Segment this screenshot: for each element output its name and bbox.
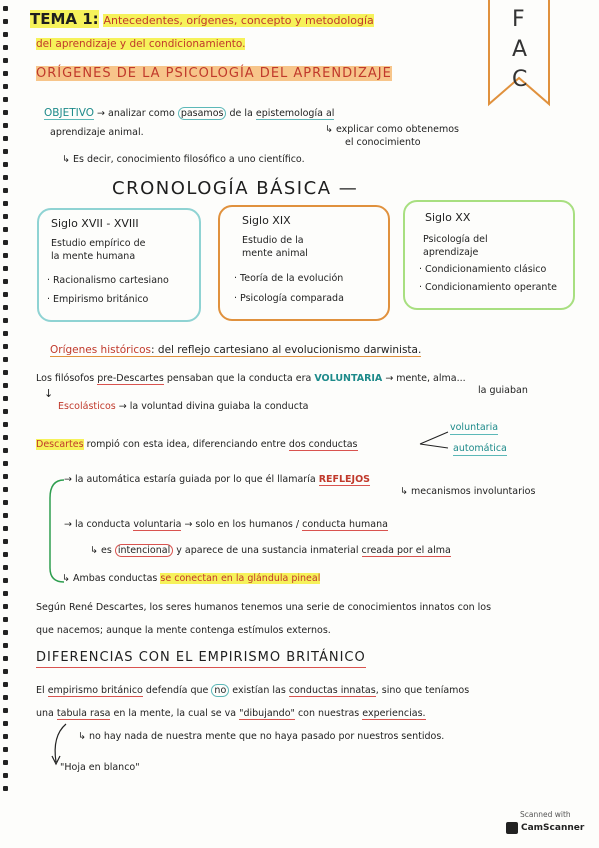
- text: con nuestras: [297, 708, 360, 719]
- paragraph-descartes-1: Según René Descartes, los seres humanos tenemos una serie de conocimientos innatos con los: [36, 602, 492, 613]
- pre-descartes: pre-Descartes: [97, 373, 164, 384]
- spiral-hole: [3, 656, 8, 661]
- box-line: la mente humana: [51, 251, 136, 262]
- origenes-heading-b: : del reflejo cartesiano al evolucionismo darwinista.: [151, 344, 422, 356]
- spiral-hole: [3, 747, 8, 752]
- spiral-hole: [3, 45, 8, 50]
- branch-arrows: [418, 428, 452, 452]
- spiral-hole: [3, 305, 8, 310]
- spiral-hole: [3, 448, 8, 453]
- box-title: Siglo XVII - XVIII: [51, 217, 139, 230]
- text: , sino que teníamos: [375, 685, 470, 696]
- spiral-hole: [3, 539, 8, 544]
- spiral-hole: [3, 435, 8, 440]
- spiral-hole: [3, 643, 8, 648]
- box-siglo-xx: [403, 200, 575, 310]
- bookmark-letter-c: C: [512, 67, 528, 92]
- title-topic: Antecedentes, orígenes, concepto y metodología: [103, 14, 374, 27]
- box-line: · Teoría de la evolución: [234, 273, 344, 284]
- spiral-hole: [3, 604, 8, 609]
- spiral-hole: [3, 84, 8, 89]
- box-line: · Racionalismo cartesiano: [47, 275, 169, 286]
- spiral-hole: [3, 617, 8, 622]
- spiral-hole: [3, 110, 8, 115]
- box-line: mente animal: [242, 248, 308, 259]
- creada-por-el-alma: creada por el alma: [361, 545, 451, 556]
- spiral-hole: [3, 136, 8, 141]
- experiencias: experiencias.: [362, 708, 426, 719]
- box-line: · Psicología comparada: [234, 293, 344, 304]
- spiral-hole: [3, 188, 8, 193]
- glandula-pineal: se conectan en la glándula pineal: [160, 573, 321, 584]
- text: y aparece de una sustancia inmaterial: [176, 545, 359, 556]
- title-tema: TEMA 1:: [30, 10, 99, 28]
- text: El: [36, 685, 45, 696]
- spiral-hole: [3, 253, 8, 258]
- spiral-hole: [3, 6, 8, 11]
- item-ambas: [62, 573, 320, 585]
- spiral-hole: [3, 370, 8, 375]
- camscanner-watermark: [502, 808, 592, 840]
- spiral-hole: [3, 383, 8, 388]
- arrow-down-icon: ↓: [44, 387, 54, 400]
- objetivo-side2: el conocimiento: [345, 137, 421, 148]
- title-line2: [36, 38, 245, 50]
- no: no: [211, 684, 229, 697]
- camscanner-logo-icon: [506, 822, 518, 834]
- objetivo-side1: ↳ explicar como obtenemos: [325, 124, 459, 135]
- bookmark-letter-f: F: [512, 7, 525, 32]
- spiral-hole: [3, 227, 8, 232]
- text: → la automática estaría guiada por lo que él llamaría: [64, 474, 316, 485]
- escolasticos: Escolásticos: [58, 401, 116, 412]
- box-siglo-xvii-xviii: [37, 208, 201, 322]
- section-heading-text: DIFERENCIAS CON EL EMPIRISMO BRITÁNICO: [36, 650, 366, 668]
- spiral-hole: [3, 58, 8, 63]
- text: → la voluntad divina guiaba la conducta: [118, 401, 309, 412]
- descartes-line: [36, 439, 358, 451]
- spiral-hole: [3, 630, 8, 635]
- objetivo-text-b: de la: [229, 108, 253, 119]
- bookmark-letter-a: A: [512, 37, 528, 62]
- scanner-line2: CamScanner: [521, 823, 585, 833]
- box-title: Siglo XX: [425, 211, 471, 224]
- conducta-automatica: automática: [453, 443, 507, 454]
- spiral-hole: [3, 162, 8, 167]
- mecanismos-involuntarios: ↳ mecanismos involuntarios: [400, 486, 536, 497]
- spiral-hole: [3, 292, 8, 297]
- item-intencional: [90, 545, 451, 557]
- box-line: aprendizaje: [423, 247, 479, 258]
- objetivo-epistemologia: epistemología al: [255, 108, 335, 119]
- spiral-hole: [3, 396, 8, 401]
- objetivo-line1: [44, 107, 334, 120]
- reflejos: REFLEJOS: [318, 474, 370, 485]
- spiral-hole: [3, 721, 8, 726]
- page-title: [30, 10, 374, 30]
- spiral-hole: [3, 97, 8, 102]
- title-topic-line2: del aprendizaje y del condicionamiento.: [36, 38, 246, 50]
- spiral-hole: [3, 578, 8, 583]
- spiral-hole: [3, 669, 8, 674]
- origenes-heading: [50, 344, 421, 357]
- spiral-hole: [3, 279, 8, 284]
- spiral-hole: [3, 591, 8, 596]
- spiral-hole: [3, 123, 8, 128]
- spiral-hole: [3, 487, 8, 492]
- spiral-hole: [3, 773, 8, 778]
- text: → solo en los humanos /: [184, 519, 300, 530]
- tabula-rasa: tabula rasa: [56, 708, 111, 719]
- text: en la mente, la cual se va: [113, 708, 237, 719]
- section-heading-text: ORÍGENES DE LA PSICOLOGÍA DEL APRENDIZAJE: [36, 66, 392, 81]
- spiral-hole: [3, 474, 8, 479]
- dibujando: "dibujando": [239, 708, 295, 719]
- text: → mente, alma...: [385, 373, 466, 384]
- spiral-hole: [3, 708, 8, 713]
- objetivo-label: OBJETIVO: [44, 107, 94, 119]
- box-line: Estudio de la: [242, 235, 304, 246]
- spiral-hole: [3, 175, 8, 180]
- text: pensaban que la conducta era: [166, 373, 312, 384]
- spiral-hole: [3, 682, 8, 687]
- descartes: Descartes: [36, 439, 84, 450]
- text: ↳ es: [90, 545, 112, 556]
- box-line: · Empirismo británico: [47, 294, 149, 305]
- origenes-line1: [36, 373, 466, 385]
- box-title: Siglo XIX: [242, 214, 291, 227]
- paragraph-descartes-2: que nacemos; aunque la mente contenga estímulos externos.: [36, 625, 331, 636]
- intencional: intencional: [115, 544, 173, 557]
- spiral-hole: [3, 760, 8, 765]
- text: → la conducta: [64, 519, 131, 530]
- spiral-hole: [3, 565, 8, 570]
- spiral-hole: [3, 266, 8, 271]
- spiral-hole: [3, 422, 8, 427]
- spiral-hole: [3, 357, 8, 362]
- empirismo-line3: ↳ no hay nada de nuestra mente que no haya pasado por nuestros sentidos.: [78, 731, 445, 742]
- spiral-hole: [3, 19, 8, 24]
- scanner-line1: Scanned with: [520, 810, 571, 819]
- spiral-hole: [3, 214, 8, 219]
- dos-conductas: dos conductas: [288, 439, 358, 450]
- box-line: · Condicionamiento operante: [419, 282, 558, 293]
- conducta-voluntaria: voluntaria: [450, 422, 499, 433]
- spiral-hole: [3, 71, 8, 76]
- spiral-hole: [3, 149, 8, 154]
- objetivo-line2: aprendizaje animal.: [50, 127, 144, 138]
- empirismo-britanico: empirismo británico: [47, 685, 143, 696]
- box-line: Psicología del: [423, 234, 488, 245]
- text: rompió con esta idea, diferenciando entre: [86, 439, 286, 450]
- text: existían las: [232, 685, 286, 696]
- conductas-innatas: conductas innatas: [288, 685, 376, 696]
- empirismo-line2: [36, 708, 426, 720]
- box-siglo-xix: [218, 205, 390, 321]
- spiral-hole: [3, 734, 8, 739]
- spiral-hole: [3, 500, 8, 505]
- hoja-en-blanco: "Hoja en blanco": [60, 762, 140, 773]
- bracket-left: [42, 478, 72, 588]
- spiral-hole: [3, 331, 8, 336]
- objetivo-text-a: → analizar como: [97, 108, 175, 119]
- item-voluntaria: [64, 519, 388, 531]
- spiral-hole: [3, 526, 8, 531]
- spiral-binding: [0, 0, 9, 800]
- escolasticos-line: [58, 401, 309, 413]
- cronologia-heading: CRONOLOGÍA BÁSICA —: [112, 178, 359, 199]
- box-line: · Condicionamiento clásico: [419, 264, 547, 275]
- guiaban: la guiaban: [478, 385, 528, 396]
- objetivo-pasamos: pasamos: [178, 107, 227, 120]
- text: ↳ Ambas conductas: [62, 573, 158, 584]
- text: Los filósofos: [36, 373, 95, 384]
- voluntaria: voluntaria: [133, 519, 182, 530]
- spiral-hole: [3, 32, 8, 37]
- origenes-heading-a: Orígenes históricos: [50, 344, 152, 356]
- text: una: [36, 708, 54, 719]
- spiral-hole: [3, 461, 8, 466]
- spiral-hole: [3, 201, 8, 206]
- section-heading-empirismo: [36, 652, 366, 664]
- objetivo-note: ↳ Es decir, conocimiento filosófico a uno científico.: [62, 154, 305, 165]
- empirismo-line1: [36, 685, 469, 697]
- spiral-hole: [3, 695, 8, 700]
- spiral-hole: [3, 786, 8, 791]
- spiral-hole: [3, 409, 8, 414]
- text: defendía que: [145, 685, 209, 696]
- conducta-humana: conducta humana: [302, 519, 388, 530]
- section-heading-origenes: [36, 68, 392, 80]
- spiral-hole: [3, 344, 8, 349]
- spiral-hole: [3, 513, 8, 518]
- item-automatica: [64, 474, 370, 486]
- spiral-hole: [3, 552, 8, 557]
- spiral-hole: [3, 318, 8, 323]
- box-line: Estudio empírico de: [51, 238, 146, 249]
- spiral-hole: [3, 240, 8, 245]
- voluntaria: VOLUNTARIA: [314, 373, 383, 384]
